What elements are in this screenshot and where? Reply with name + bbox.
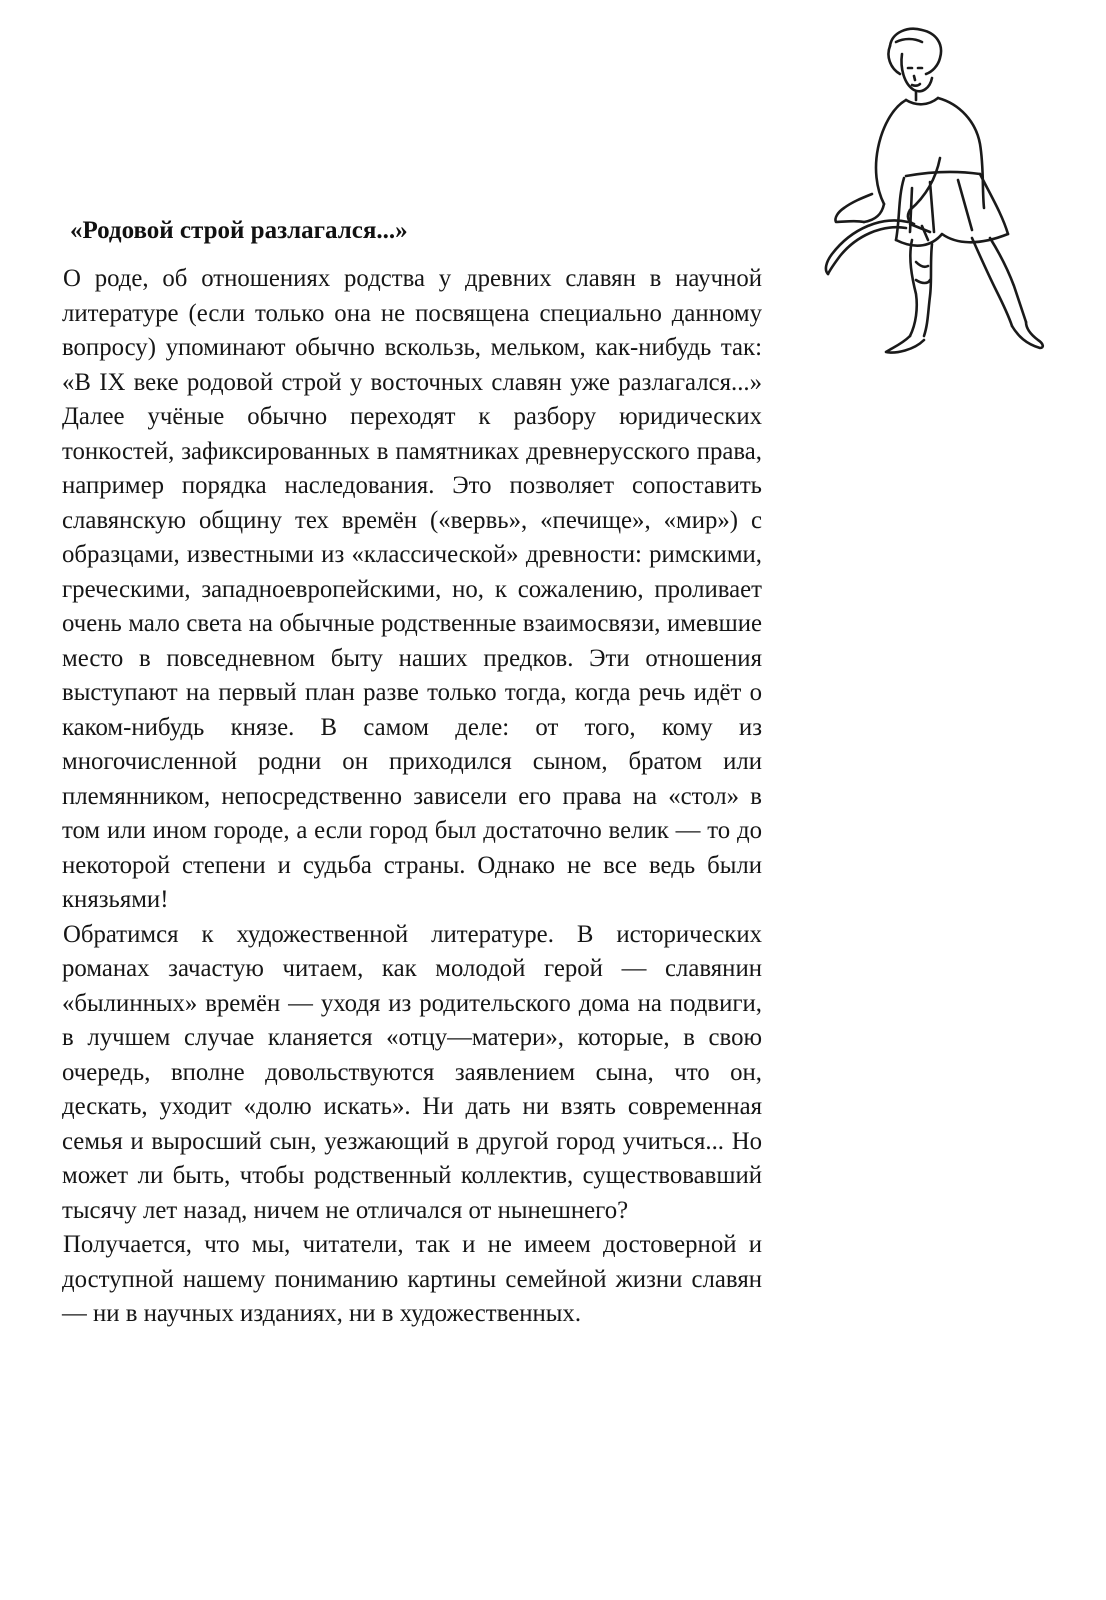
tunic-drawing bbox=[876, 98, 1008, 246]
sickle-drawing bbox=[826, 220, 930, 274]
article-text bbox=[62, 208, 762, 1332]
legs-drawing bbox=[886, 238, 1043, 353]
arms-drawing bbox=[835, 158, 940, 224]
paragraph-1: О роде, об отношениях родства у древних славян в научной литературе (если только она не посвящена специально данному вопросу) упоминают обычно вскользь, мельком, как-нибудь так: «В IX веке родовой строй у восточных славян уже разлагался...» Далее учёные обычно переходят к разбору юридических тонкостей, зафиксированных в памятниках древнерусского права, например порядка наследования. Это позволяет сопоставить славянскую общину тех времён («вервь», «печище», «мир») с образцами, известными из «классической» древности: римскими, греческими, западноевропейскими, но, к сожалению, проливает очень мало света на обычные родственные взаимосвязи, имевшие место в повседневном быту наших предков. Эти отношения выступают на первый план разве только тогда, когда речь идёт о каком-нибудь князе. В самом деле: от того, кому из многочисленной родни он приходился сыном, братом или племянником, непосредственно зависели его права на «стол» в том или ином городе, а если город был достаточно велик — то до некоторой степени и судьба страны. Однако не все ведь были князьями! bbox=[62, 265, 762, 913]
paragraph-2: Обратимся к художественной литературе. В исторических романах зачастую читаем, как молодой герой — славянин «былинных» времён — уходя из родительского дома на подвиги, в лучшем случае кланяется «отцу—матери», которые, в свою очередь, вполне довольствуются заявлением сына, что он, дескать, уходит «долю искать». Ни дать ни взять современная семья и выросший сын, уезжающий в другой город учиться... Но может ли быть, чтобы родственный коллектив, существовавший тысячу лет назад, ничем не отличался от нынешнего? bbox=[62, 920, 762, 1224]
paragraph-3: Получается, что мы, читатели, так и не имеем достоверной и доступной нашему пониманию картины семейной жизни славян — ни в научных изданиях, ни в художественных. bbox=[62, 1231, 762, 1327]
head-drawing bbox=[888, 29, 941, 104]
medieval-reaper-with-sickle-drawing bbox=[812, 18, 1094, 368]
section-heading: «Родовой строй разлагался...» bbox=[70, 217, 408, 244]
